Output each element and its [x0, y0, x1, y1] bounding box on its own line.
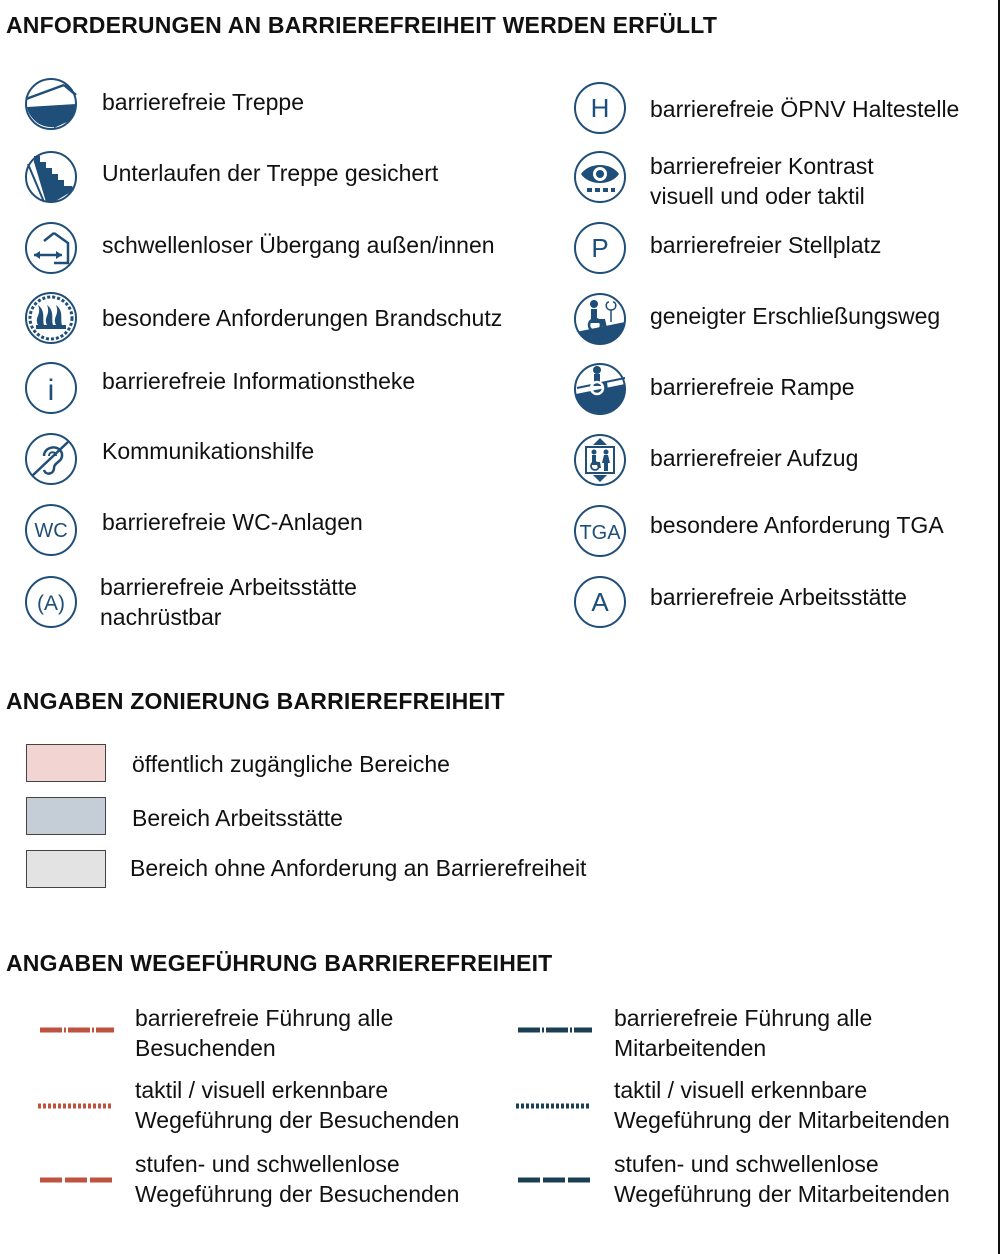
icon-letter: H [590, 93, 610, 123]
section-title-routing: ANGABEN WEGEFÜHRUNG BARRIEREFREIHEIT [6, 950, 553, 976]
legend-label-line-2: visuell und oder taktil [650, 183, 865, 209]
route-line-staff-general [518, 1025, 592, 1035]
route-label-line-2: Wegeführung der Besuchenden [135, 1107, 460, 1133]
legend-label: barrierefreier Aufzug [650, 445, 859, 471]
legend-label-line-1: barrierefreier Kontrast [650, 153, 874, 179]
route-label-line-2: Wegeführung der Mitarbeitenden [614, 1181, 950, 1207]
route-line-staff-tactile [516, 1101, 590, 1111]
tga-icon [573, 504, 627, 558]
route-label-line-1: stufen- und schwellenlose [135, 1151, 400, 1177]
zone-swatch-public [26, 744, 106, 782]
wc-icon [24, 503, 78, 557]
zone-swatch-workplace [26, 797, 106, 835]
legend-label: barrierefreie Arbeitsstätte [650, 584, 907, 610]
route-label-line-2: Wegeführung der Besuchenden [135, 1181, 460, 1207]
eye-contrast-icon [573, 150, 627, 204]
route-line-visitors-stepfree [40, 1175, 114, 1185]
legend-label: barrierefreie WC-Anlagen [102, 509, 363, 535]
legend-label: schwellenloser Übergang außen/innen [102, 232, 495, 258]
workplace-icon [573, 575, 627, 629]
hearing-aid-icon [24, 432, 78, 486]
threshold-free-icon [24, 221, 78, 275]
route-line-visitors-tactile [38, 1101, 112, 1111]
icon-letter: (A) [37, 592, 65, 615]
legend-label: geneigter Erschließungsweg [650, 303, 941, 329]
legend-label: Kommunikationshilfe [102, 438, 315, 464]
legend-label: Unterlaufen der Treppe gesichert [102, 160, 439, 186]
zone-label-none: Bereich ohne Anforderung an Barrierefreiheit [130, 855, 587, 881]
legend-label: besondere Anforderung TGA [650, 512, 944, 538]
route-label-line-1: taktil / visuell erkennbare [135, 1077, 389, 1103]
icon-letter: TGA [579, 522, 621, 544]
route-label-line-1: barrierefreie Führung alle [614, 1005, 873, 1031]
fire-protection-icon [24, 291, 78, 345]
page-edge-line [998, 0, 1000, 1254]
legend-label-line-2: nachrüstbar [100, 604, 222, 630]
information-icon [24, 361, 78, 415]
section-title-zoning: ANGABEN ZONIERUNG BARRIEREFREIHEIT [6, 688, 505, 714]
route-label-line-2: Mitarbeitenden [614, 1035, 767, 1061]
legend-label: barrierefreie Rampe [650, 374, 855, 400]
route-label-line-1: barrierefreie Führung alle [135, 1005, 394, 1031]
zone-label-public: öffentlich zugängliche Bereiche [132, 751, 450, 777]
parking-icon [573, 221, 627, 275]
legend-label: barrierefreie ÖPNV Haltestelle [650, 96, 960, 122]
route-line-visitors-general [40, 1025, 114, 1035]
route-line-staff-stepfree [518, 1175, 592, 1185]
section-title-requirements: ANFORDERUNGEN AN BARRIEREFREIHEIT WERDEN ERFÜLLT [6, 12, 718, 38]
zone-swatch-none [26, 850, 106, 888]
legend-label: barrierefreie Treppe [102, 89, 304, 115]
icon-letter: WC [34, 520, 68, 542]
icon-letter: P [591, 233, 609, 263]
zone-label-workplace: Bereich Arbeitsstätte [132, 805, 343, 831]
legend-label: barrierefreier Stellplatz [650, 232, 882, 258]
stairs-underrun-icon [24, 150, 78, 204]
legend-label: barrierefreie Informationstheke [102, 368, 416, 394]
elevator-icon [573, 433, 627, 487]
route-label-line-2: Wegeführung der Mitarbeitenden [614, 1107, 950, 1133]
bus-stop-icon [573, 81, 627, 135]
stairs-icon [24, 77, 78, 131]
workplace-retrofit-icon [24, 575, 78, 629]
route-label-line-2: Besuchenden [135, 1035, 276, 1061]
legend-label: besondere Anforderungen Brandschutz [102, 305, 503, 331]
legend-label-line-1: barrierefreie Arbeitsstätte [100, 574, 357, 600]
icon-letter: A [591, 587, 609, 617]
icon-letter: i [47, 374, 55, 407]
route-label-line-1: stufen- und schwellenlose [614, 1151, 879, 1177]
ramp-icon [573, 362, 627, 416]
route-label-line-1: taktil / visuell erkennbare [614, 1077, 868, 1103]
sloped-path-icon [573, 292, 627, 346]
